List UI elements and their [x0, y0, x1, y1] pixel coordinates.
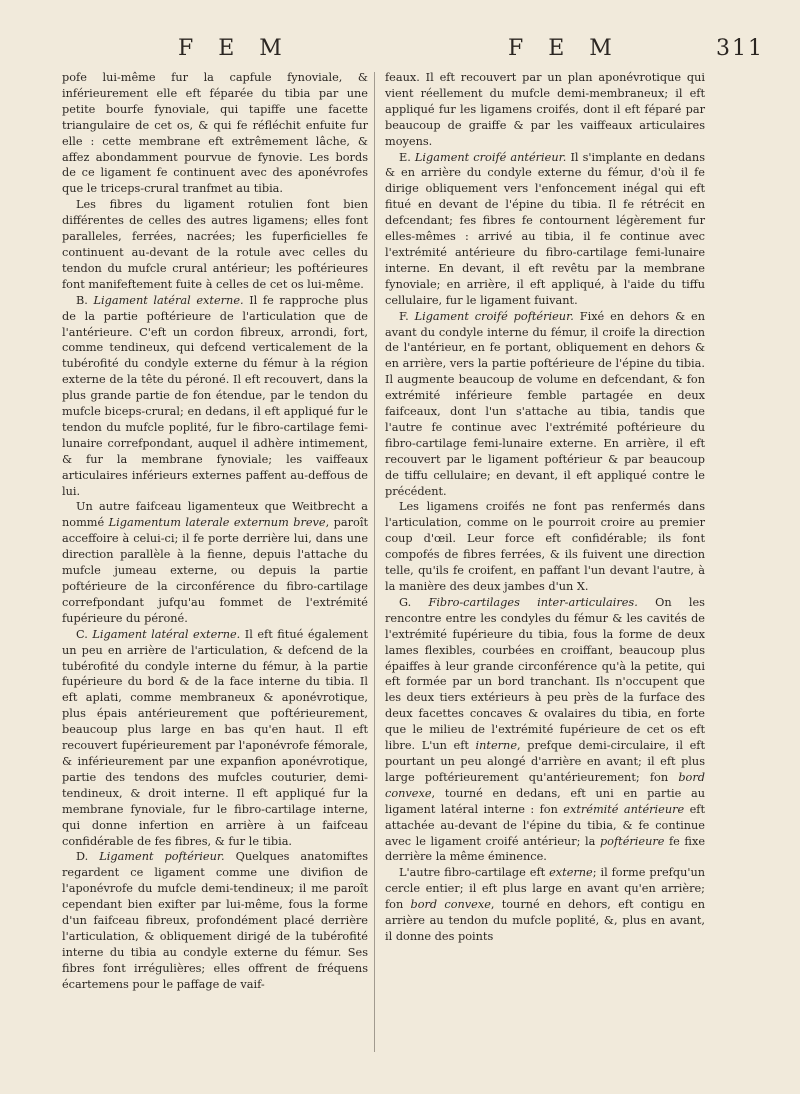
text-run: Quelques anatomiftes regardent ce ligament comme une divifion de l'aponévrofe du mufcle demi-tendineux; il me paroît cependant bien exifter par lui-même, fous la forme d'un faifceau fibreux, profondément placé derrière l'articulation, & obliquement dirigé de la tubérofité interne du tibia au condyle externe du fémur. Ses fibres font irrégulières; elles offrent de fréquens écartemens pour le paffage de vaif- — [62, 850, 368, 991]
text-run: B. — [76, 293, 94, 307]
text-run: On les rencontre entre les condyles du fémur & les cavités de l'extrémité fupérieure du tibia, fous la forme de deux lames flexibles, courbées en croiffant, beaucoup plus épaiffes à leur grande circonférence qu'à la petite, qui eft formée par un bord tranchant. Ils n'occupent que les deux tiers extérieurs à peu près de la furface des deux facettes concaves & ovalaires du tibia, en forte que le milieu de l'extrémité fupérieure de cet os eft libre. L'un eft — [385, 595, 705, 753]
paragraph — [385, 499, 705, 594]
right-column — [385, 70, 705, 945]
text-run: D. — [76, 850, 100, 864]
header-left-title: F E M — [178, 36, 291, 61]
text-run: G. — [399, 595, 429, 609]
text-run: Il eft fitué également un peu en arrière de l'articulation, & defcend de la tubérofité du condyle interne du fémur, à la partie fupérieure du bord & de la face interne du tibia. Il eft aplati, comme membraneux & aponévrotique, plus épais antérieurement que poftérieurement, beaucoup plus large en bas qu'en haut. Il eft recouvert fupérieurement par l'aponévrofe fémorale, & inférieurement par une expanfion aponévrotique, partie des tendons des mufcles couturier, demi-tendineux, & droit interne. Il eft appliqué fur la membrane fynoviale, fur le fibro-cartilage interne, qui donne infertion en arrière à un faifceau confidérable de fes fibres, & fur le tibia. — [62, 627, 368, 848]
paragraph — [385, 595, 705, 865]
paragraph — [62, 627, 368, 850]
text-run: E. — [399, 150, 415, 164]
paragraph — [62, 499, 368, 626]
italic-run: Ligament croifé poftérieur. — [414, 309, 574, 323]
paragraph — [385, 865, 705, 945]
text-run: ; il forme prefqu'un cercle entier; il eft plus large en avant qu'en arrière; fon — [385, 866, 705, 912]
text-run: , prefque demi-circulaire, il eft pourtant un peu alongé d'arrière en avant; il eft plus large poftérieurement qu'antérieurement; fon — [385, 739, 705, 784]
text-run: fe fixe derrière la même éminence. — [385, 834, 706, 864]
italic-run: externe — [549, 866, 593, 880]
paragraph — [62, 197, 368, 292]
text-run: , tourné en dehors, eft contigu en arrière au tendon du mufcle poplité, &, plus en avant, il donne des points — [385, 898, 705, 943]
text-run: , tourné en dedans, eft uni en partie au ligament latéral interne : fon — [385, 786, 705, 816]
header-right-title: F E M — [508, 36, 621, 61]
running-header — [68, 28, 768, 68]
text-run: Un autre faifceau ligamenteux que Weitbrecht a nommé — [62, 500, 368, 530]
column-divider — [374, 72, 375, 1052]
text-run: pofe lui-même fur la capfule fynoviale, & inférieurement elle eft féparée du tibia par une petite bourfe fynoviale, qui tapiffe une facette triangulaire de cet os, & qui fe réfléchit enfuite fur elle : cette membrane eft extrêmement lâche, & affez abondamment pourvue de fynovie. Les bords de ce ligament fe continuent avec des aponévrofes que le triceps-crural tranfmet au tibia. — [62, 71, 368, 196]
paragraph — [62, 293, 368, 500]
italic-run: Ligament latéral externe. — [93, 293, 244, 307]
italic-run: interne — [475, 739, 518, 753]
page-number: 311 — [716, 36, 764, 61]
text-run: Les fibres du ligament rotulien font bien différentes de celles des autres ligamens; elles font paralleles, ferrées, nacrées; les fuperficielles fe continuent au-devant de la rotule avec celles du tendon du mufcle crural antérieur; les poftérieures font manifeftement fuite à celles de cet os lui-même. — [62, 198, 368, 291]
italic-run: Ligament latéral externe. — [92, 627, 241, 641]
italic-run: extrémité antérieure — [563, 802, 685, 816]
italic-run: Ligament poftérieur. — [99, 850, 225, 864]
italic-run: Ligament croifé antérieur. — [414, 150, 567, 164]
paragraph — [62, 70, 368, 197]
paragraph — [385, 309, 705, 500]
text-run: L'autre fibro-cartilage eft — [399, 866, 550, 880]
italic-run: poftérieure — [599, 834, 665, 848]
paragraph — [385, 70, 705, 150]
text-run: Il fe rapproche plus de la partie poftérieure de l'articulation que de l'antérieure. C'eft un cordon fibreux, arrondi, fort, comme tendineux, qui defcend verticalement de la tubérofité du condyle externe du fémur à la région externe de la tête du péroné. Il eft recouvert, dans la plus grande partie de fon étendue, par le tendon du mufcle biceps-crural; en dedans, il eft appliqué fur le tendon du mufcle poplité, fur le fibro-cartilage femi-lunaire correfpondant, auquel il adhère intimement, & fur la membrane fynoviale; les vaiffeaux articulaires inférieurs externes paffent au-deffous de lui. — [62, 293, 368, 498]
left-column — [62, 70, 368, 993]
text-run: C. — [76, 627, 93, 641]
italic-run: Fibro-cartilages inter-articulaires. — [428, 595, 638, 609]
text-run: Fixé en dehors & en avant du condyle interne du fémur, il croife la direction de l'antérieur, en fe portant, obliquement en dehors & en arrière, vers la partie poftérieure de l'épine du tibia. Il augmente beaucoup de volume en defcendant, & fon extrémité inférieure femble partagée en deux faifceaux, dont l'un s'attache au tibia, tandis que l'autre fe continue avec l'extrémité poftérieure du fibro-cartilage femi-lunaire externe. En arrière, il eft recouvert par le ligament poftérieur & par beaucoup de tiffu cellulaire; en devant, il eft appliqué contre le précédent. — [385, 309, 705, 498]
italic-run: Ligamentum laterale externum breve — [108, 516, 326, 530]
italic-run: bord convexe — [410, 898, 491, 912]
text-run: , paroît acceffoire à celui-ci; il fe porte derrière lui, dans une direction parallèle à la fienne, depuis l'attache du mufcle jumeau externe, ou depuis la partie poftérieure de la circonférence du fibro-cartilage correfpondant jufqu'au fommet de l'extrémité fupérieure du péroné. — [62, 516, 368, 625]
italic-run: bord convexe — [385, 770, 705, 800]
text-run: feaux. Il eft recouvert par un plan aponévrotique qui vient réellement du mufcle demi-membraneux; il eft appliqué fur les ligamens croifés, dont il eft féparé par beaucoup de graiffe & par les vaiffeaux articulaires moyens. — [385, 71, 705, 148]
text-run: Il s'implante en dedans & en arrière du condyle externe du fémur, d'où il fe dirige obliquement vers l'enfoncement inégal qui eft fitué en devant de l'épine du tibia. Il fe rétrécit en defcendant; fes fibres fe contournent légèrement fur elles-mêmes : arrivé au tibia, il fe continue avec l'extrémité antérieure du fibro-cartilage femi-lunaire interne. En devant, il eft revêtu par la membrane fynoviale; en arrière, il eft appliqué, à l'aide du tiffu cellulaire, fur le ligament fuivant. — [385, 150, 705, 307]
paragraph — [385, 150, 705, 309]
text-run: Les ligamens croifés ne font pas renfermés dans l'articulation, comme on le pourroit croire au premier coup d'œil. Leur force eft confidérable; ils font compofés de fibres ferrées, & ils fuivent une direction telle, qu'ils fe croifent, en paffant l'un devant l'autre, à la manière des deux jambes d'un X. — [385, 500, 705, 593]
text-run: eft attachée au-devant de l'épine du tibia, & fe continue avec le ligament croifé antérieur; la — [385, 802, 706, 848]
text-run: F. — [399, 309, 415, 323]
paragraph — [62, 849, 368, 992]
